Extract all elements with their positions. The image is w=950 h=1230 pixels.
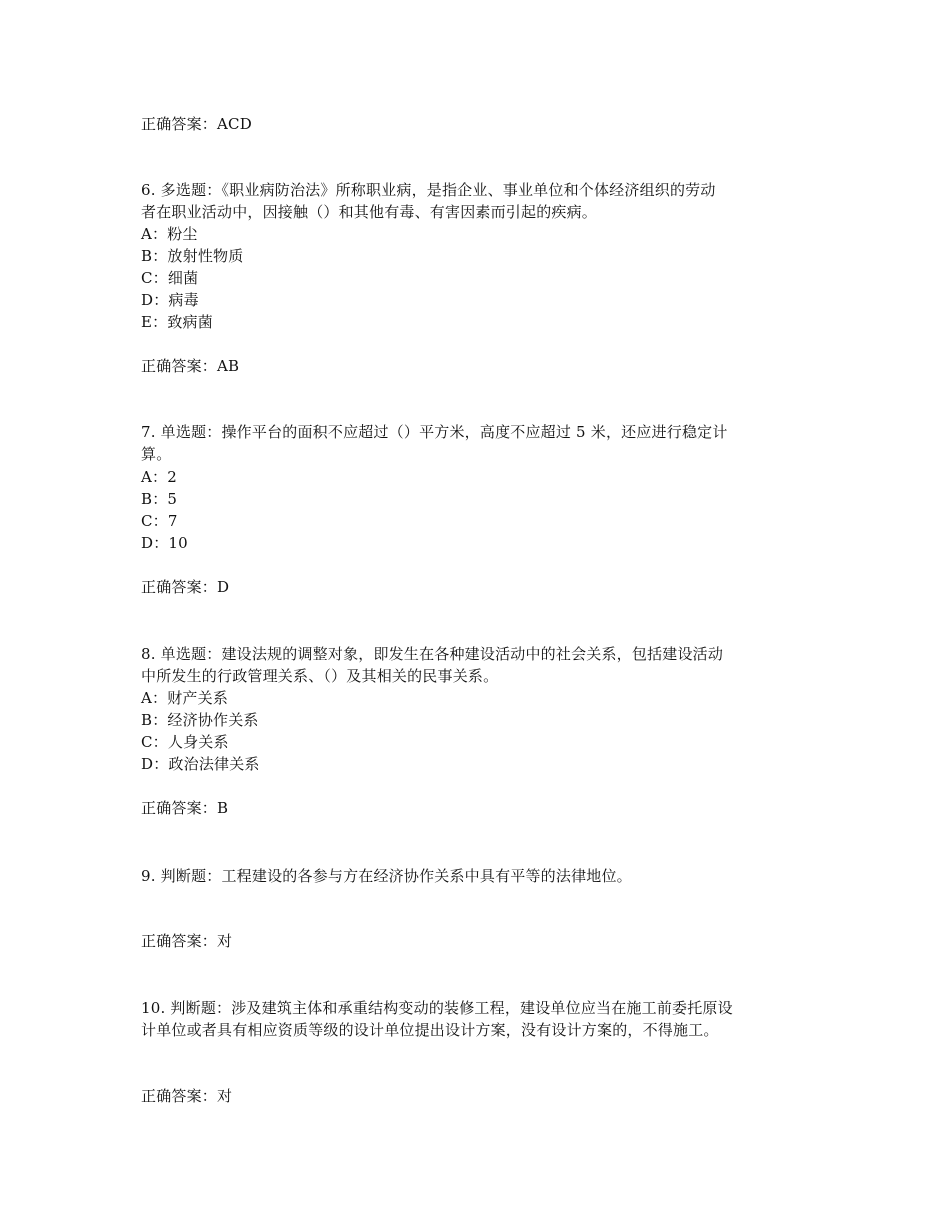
answer-line: [141, 113, 252, 135]
answer-value: D: [217, 578, 230, 596]
option-b: B：5: [141, 490, 178, 508]
answer-line: [141, 355, 239, 377]
answer-label: 正确答案：: [141, 932, 218, 950]
question-7-text: 7. 单选题：操作平台的面积不应超过（）平方米，高度不应超过 5 米，还应进行稳定计: [141, 423, 728, 441]
question-8-text: 8. 单选题：建设法规的调整对象，即发生在各种建设活动中的社会关系，包括建设活动: [141, 645, 724, 663]
option-d: D：10: [141, 534, 188, 552]
answer-line: [141, 930, 232, 952]
option-c: C：7: [141, 512, 178, 530]
answer-label: 正确答案：: [141, 1087, 218, 1105]
option-a: A：2: [141, 468, 177, 486]
question-10-text: 计单位或者具有相应资质等级的设计单位提出设计方案，没有设计方案的，不得施工。: [141, 1021, 719, 1039]
option-d: D：病毒: [141, 291, 199, 309]
answer-value: B: [217, 799, 229, 817]
option-e: E：致病菌: [141, 313, 213, 331]
option-a: A：粉尘: [141, 225, 198, 243]
answer-value: ACD: [217, 115, 252, 133]
answer-line: [141, 576, 229, 598]
answer-value: AB: [217, 357, 240, 375]
question-10-text: 10. 判断题：涉及建筑主体和承重结构变动的装修工程，建设单位应当在施工前委托原设: [141, 999, 733, 1017]
question-8-text: 中所发生的行政管理关系、（）及其相关的民事关系。: [141, 667, 499, 685]
answer-line: [141, 1085, 232, 1107]
option-b: B：放射性物质: [141, 247, 244, 265]
option-a: A：财产关系: [141, 689, 229, 707]
option-c: C：人身关系: [141, 733, 229, 751]
answer-label: 正确答案：: [141, 115, 218, 133]
answer-line: [141, 797, 228, 819]
question-6-text: 6. 多选题：《职业病防治法》所称职业病，是指企业、事业单位和个体经济组织的劳动: [141, 181, 716, 199]
option-d: D：政治法律关系: [141, 755, 260, 773]
question-6-text: 者在职业活动中，因接触（）和其他有毒、有害因素而引起的疾病。: [141, 203, 598, 221]
option-c: C：细菌: [141, 269, 199, 287]
question-7-text: 算。: [141, 445, 172, 463]
option-b: B：经济协作关系: [141, 711, 259, 729]
answer-label: 正确答案：: [141, 357, 218, 375]
question-9-text: 9. 判断题：工程建设的各参与方在经济协作关系中具有平等的法律地位。: [141, 867, 632, 885]
answer-value: 对: [217, 1087, 233, 1105]
answer-label: 正确答案：: [141, 578, 218, 596]
answer-label: 正确答案：: [141, 799, 218, 817]
answer-value: 对: [217, 932, 233, 950]
